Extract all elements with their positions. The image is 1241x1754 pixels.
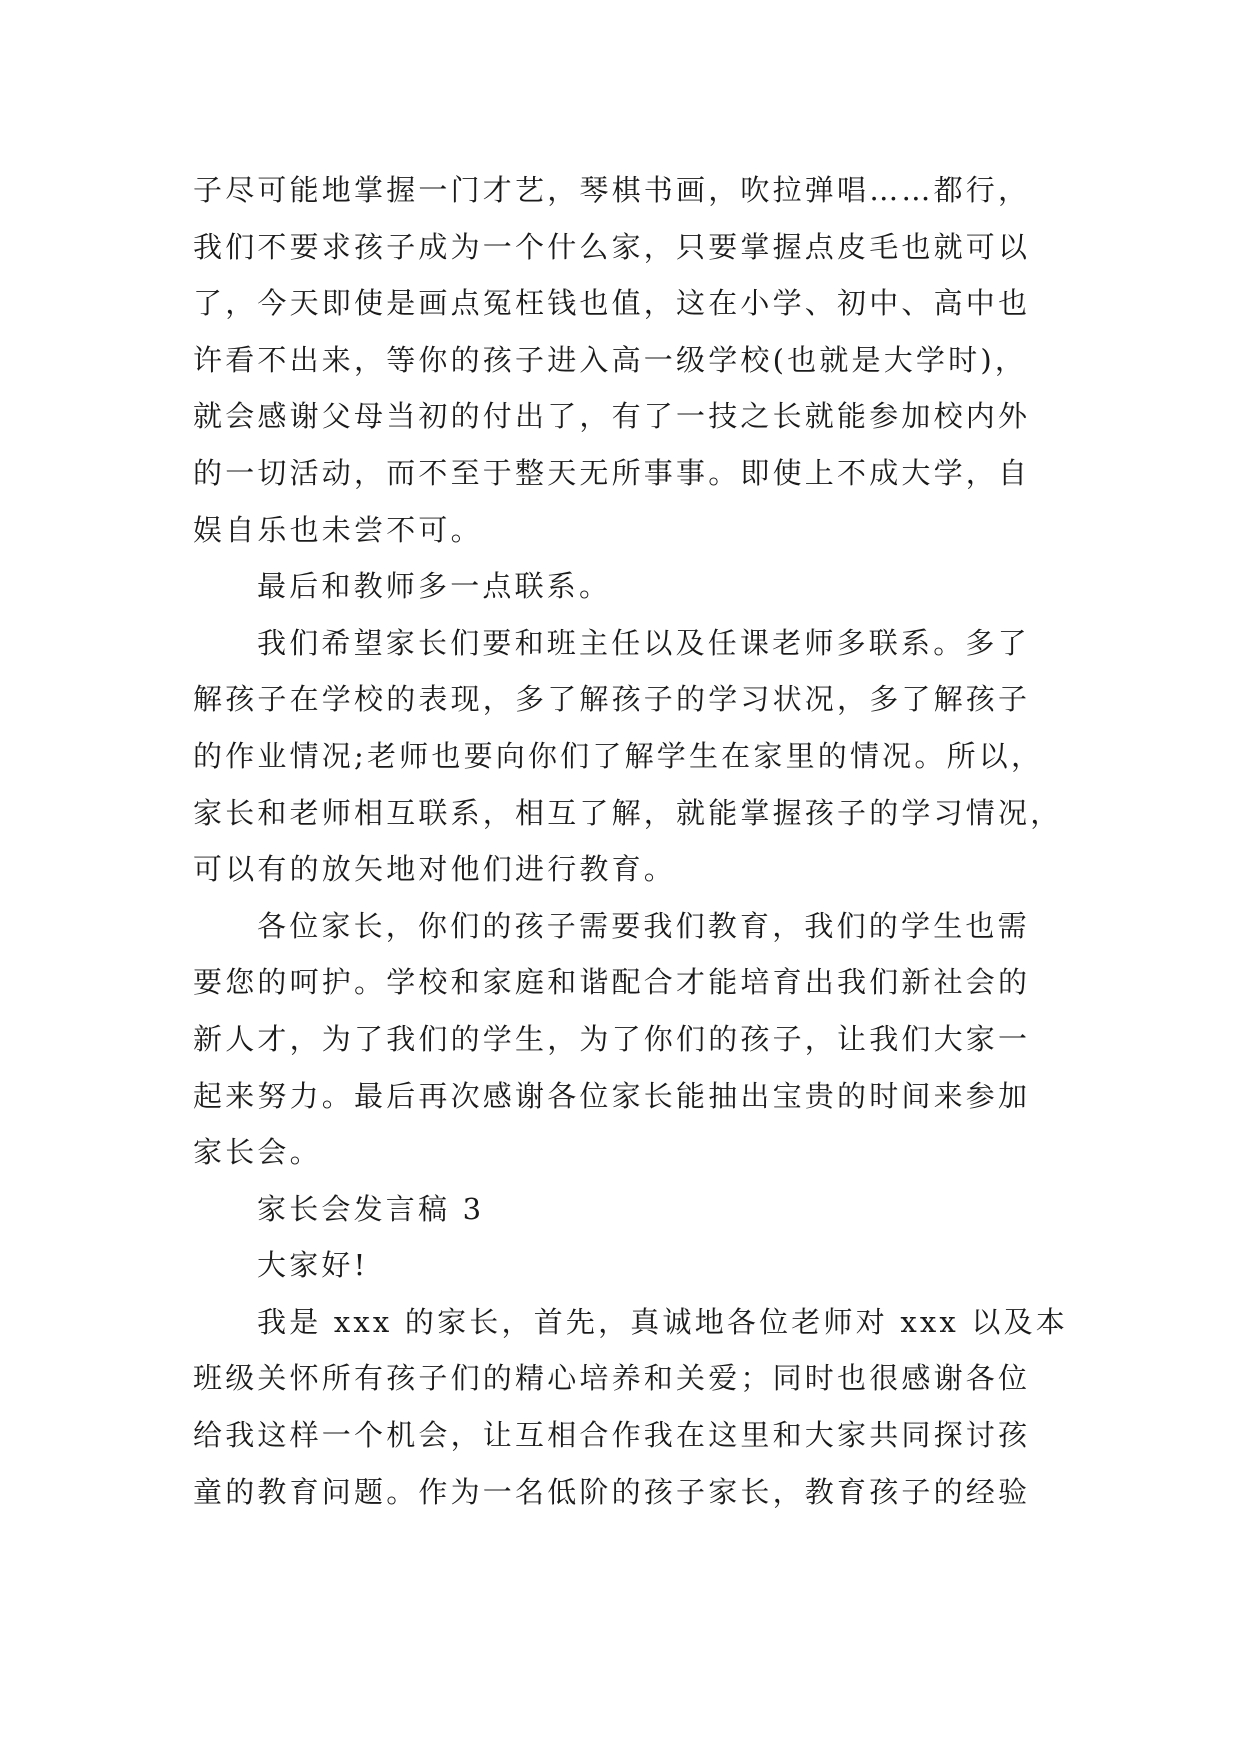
text-line: 的一切活动，而不至于整天无所事事。即使上不成大学，自 xyxy=(193,455,1031,490)
text-line: 解孩子在学校的表现，多了解孩子的学习状况，多了解孩子 xyxy=(193,682,1031,717)
text-line: 了，今天即使是画点冤枉钱也值，这在小学、初中、高中也 xyxy=(193,286,1031,321)
text-line: 家长会。 xyxy=(193,1135,322,1170)
text-line: 给我这样一个机会，让互相合作我在这里和大家共同探讨孩 xyxy=(193,1418,1031,1453)
paragraph xyxy=(193,615,1063,898)
text-line: 我们希望家长们要和班主任以及任课老师多联系。多了 xyxy=(257,625,1030,660)
text-line: 娱自乐也未尝不可。 xyxy=(193,512,483,547)
text-line: 就会感谢父母当初的付出了，有了一技之长就能参加校内外 xyxy=(193,399,1031,434)
text-line: 要您的呵护。学校和家庭和谐配合才能培育出我们新社会的 xyxy=(193,965,1031,1000)
text-line: 班级关怀所有孩子们的精心培养和关爱；同时也很感谢各位 xyxy=(193,1361,1031,1396)
paragraph xyxy=(193,1237,1063,1294)
text-line: 子尽可能地掌握一门才艺，琴棋书画，吹拉弹唱……都行， xyxy=(193,173,1031,207)
text-line: 新人才，为了我们的学生，为了你们的孩子，让我们大家一 xyxy=(193,1021,1031,1056)
text-line: 家长和老师相互联系，相互了解，就能掌握孩子的学习情况， xyxy=(193,795,1063,830)
document-body xyxy=(193,162,1069,1520)
text-line: 起来努力。最后再次感谢各位家长能抽出宝贵的时间来参加 xyxy=(193,1078,1031,1113)
paragraph xyxy=(193,558,1063,615)
section-heading: 最后和教师多一点联系。 xyxy=(257,569,612,604)
greeting: 大家好! xyxy=(257,1248,369,1283)
text-line: 童的教育问题。作为一名低阶的孩子家长，教育孩子的经验 xyxy=(193,1474,1031,1509)
document-title: 家长会发言稿 3 xyxy=(257,1191,485,1226)
text-line: 许看不出来，等你的孩子进入高一级学校(也就是大学时)， xyxy=(193,342,1028,377)
text-line: 我们不要求孩子成为一个什么家，只要掌握点皮毛也就可以 xyxy=(193,229,1031,264)
paragraph xyxy=(193,1294,1069,1520)
text-line: 可以有的放矢地对他们进行教育。 xyxy=(193,852,677,887)
paragraph xyxy=(193,162,1063,558)
text-line: 的作业情况;老师也要向你们了解学生在家里的情况。所以， xyxy=(193,738,1044,773)
text-line: 各位家长，你们的孩子需要我们教育，我们的学生也需 xyxy=(257,908,1030,943)
text-line: 我是 xxx 的家长，首先，真诚地各位老师对 xxx 以及本 xyxy=(257,1304,1069,1339)
paragraph xyxy=(193,898,1063,1181)
paragraph xyxy=(193,1181,1063,1238)
